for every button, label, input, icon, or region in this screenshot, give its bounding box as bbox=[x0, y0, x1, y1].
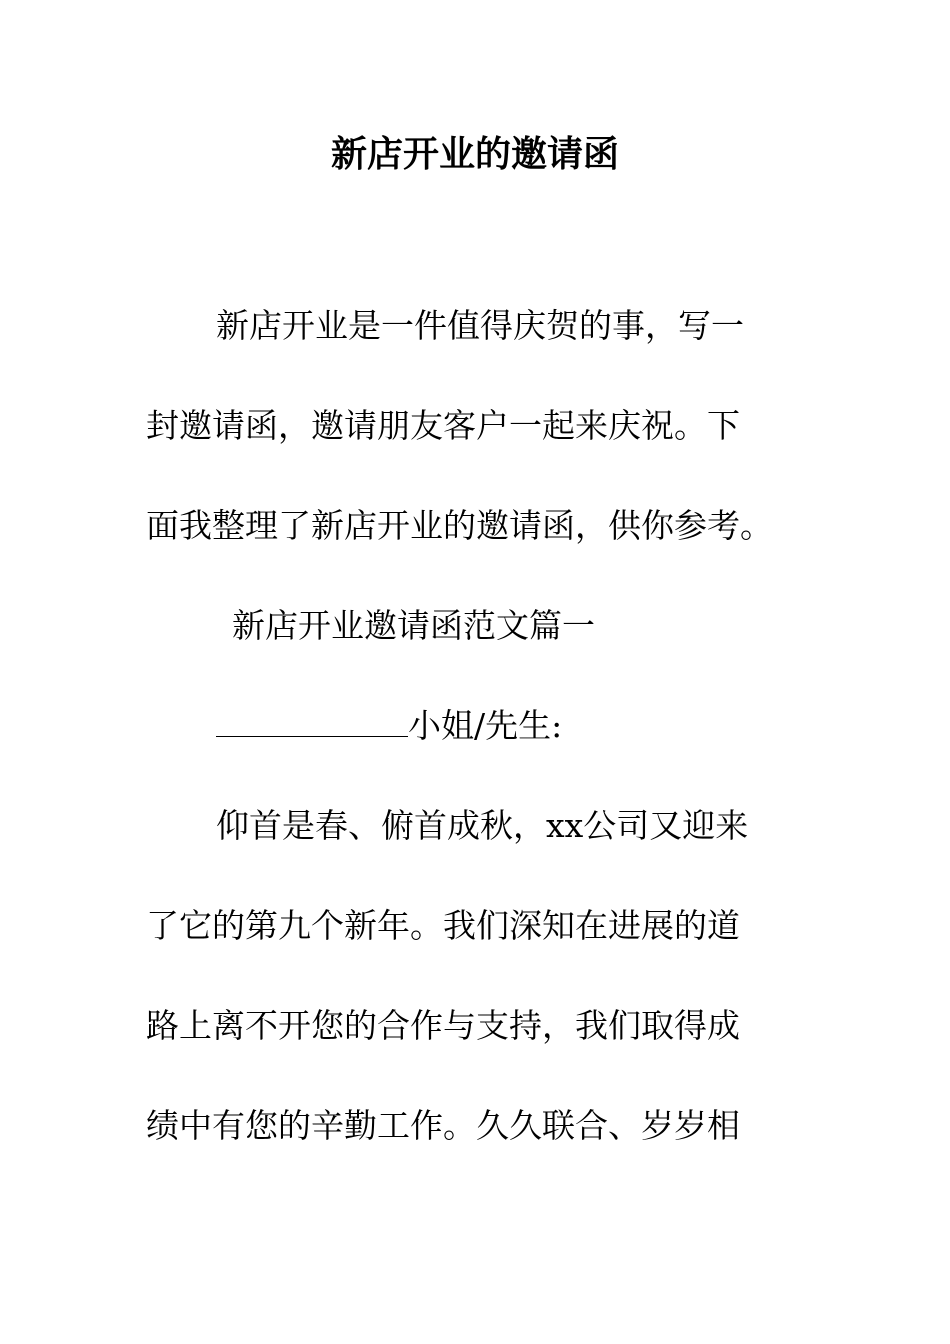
body-line-1: 仰首是春、俯首成秋，xx公司又迎来 bbox=[216, 806, 749, 845]
salutation-line bbox=[216, 702, 562, 750]
name-blank-underline bbox=[216, 706, 408, 737]
section-heading: 新店开业邀请函范文篇一 bbox=[232, 606, 595, 645]
intro-line-2: 封邀请函，邀请朋友客户一起来庆祝。下 bbox=[146, 406, 740, 445]
body-line-3: 路上离不开您的合作与支持，我们取得成 bbox=[146, 1006, 740, 1045]
salutation-text: 小姐/先生: bbox=[408, 706, 563, 745]
body-line-2: 了它的第九个新年。我们深知在进展的道 bbox=[146, 906, 740, 945]
intro-line-1: 新店开业是一件值得庆贺的事，写一 bbox=[216, 306, 744, 345]
document-title: 新店开业的邀请函 bbox=[330, 133, 619, 175]
body-line-4: 绩中有您的辛勤工作。久久联合、岁岁相 bbox=[146, 1106, 740, 1145]
intro-line-3: 面我整理了新店开业的邀请函，供你参考。 bbox=[146, 506, 773, 545]
